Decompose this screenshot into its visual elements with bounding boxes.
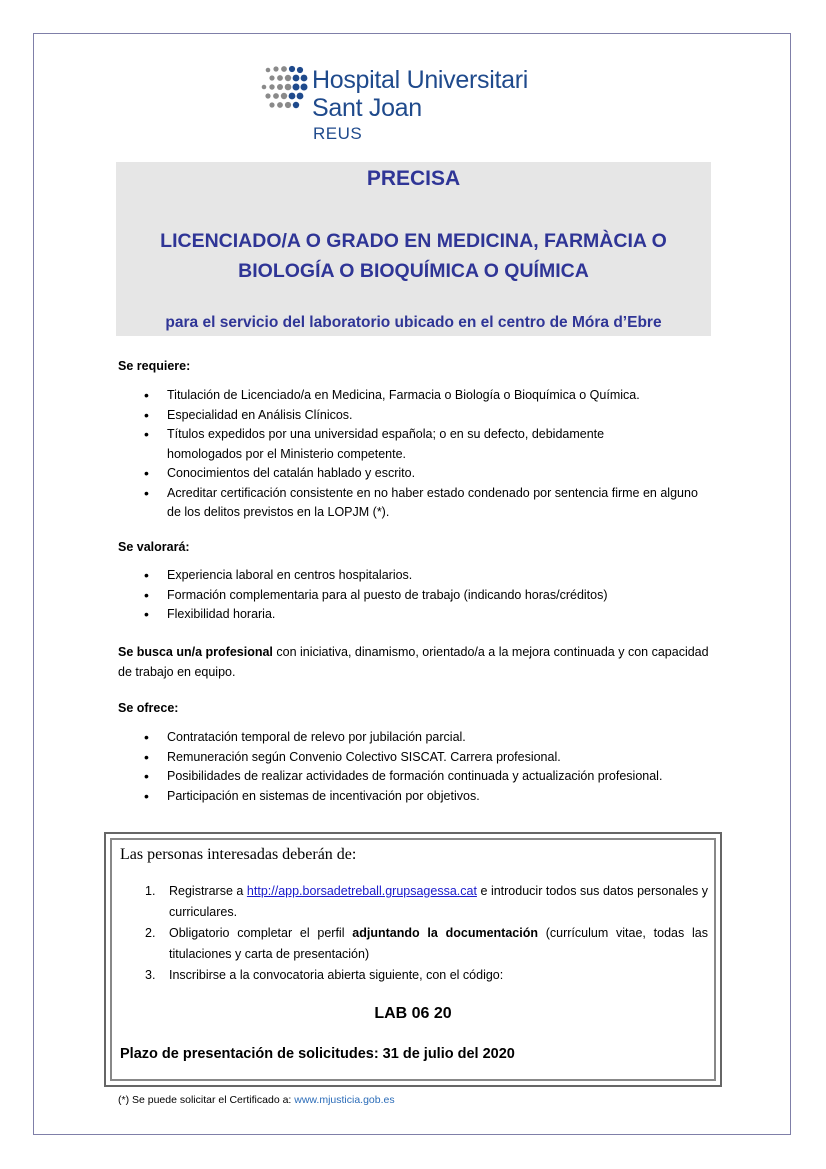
list-item: • Remuneración según Convenio Colectivo SISCAT. Carrera profesional. [118, 748, 710, 768]
section-ofrece-label: Se ofrece: [118, 701, 179, 715]
job-subtitle: para el servicio del laboratorio ubicado en el centro de Móra d’Ebre [165, 314, 662, 331]
step-item [120, 881, 708, 923]
logo-dots-icon [258, 64, 318, 114]
job-title [116, 226, 711, 286]
hospital-logo [258, 64, 588, 144]
deadline-text: Plazo de presentación de solicitudes: 31 de julio del 2020 [120, 1046, 515, 1062]
profesional-bold: Se busca un/a profesional [118, 645, 273, 659]
application-heading: Las personas interesadas deberán de: [120, 846, 357, 863]
step-number: 1. [145, 884, 156, 898]
list-item: • Contratación temporal de relevo por jubilación parcial. [118, 728, 710, 748]
list-item: • Posibilidades de realizar actividades de formación continuada y actualización profesional. [118, 767, 710, 787]
step-number: 3. [145, 968, 156, 982]
footnote-text: (*) Se puede solicitar el Certificado a: [118, 1094, 295, 1106]
logo-title-line2: Sant Joan [312, 94, 422, 122]
list-item: • Conocimientos del catalán hablado y escrito. [118, 464, 710, 484]
logo-city: REUS [313, 124, 363, 143]
step1-post: e introducir todos sus datos personales y curriculares. [169, 884, 708, 919]
list-item: • Formación complementaria para al puesto de trabajo (indicando horas/créditos) [118, 586, 710, 606]
valorara-list [118, 566, 710, 625]
step3-text: Inscribirse a la convocatoria abierta siguiente, con el código: [169, 968, 504, 982]
section-valorara-label: Se valorará: [118, 540, 190, 554]
list-item: • Experiencia laboral en centros hospitalarios. [118, 566, 710, 586]
profesional-paragraph [118, 643, 712, 682]
logo-title-line1: Hospital Universitari [312, 66, 528, 94]
job-title-line1: LICENCIADO/A O GRADO EN MEDICINA, FARMÀCIA O [160, 230, 667, 252]
step-item [120, 923, 708, 965]
list-item: • Especialidad en Análisis Clínicos. [118, 406, 710, 426]
step2-bold: adjuntando la documentación [352, 926, 538, 940]
step-item [120, 965, 708, 986]
list-item: • Flexibilidad horaria. [118, 605, 710, 625]
step1-pre: Registrarse a [169, 884, 247, 898]
list-item: • Títulos expedidos por una universidad española; o en su defecto, debidamente homologados por el Ministerio competente. [118, 425, 710, 464]
convocatoria-code: LAB 06 20 [374, 1005, 452, 1022]
application-steps [120, 881, 708, 986]
requiere-list [118, 386, 710, 523]
step2-post: (currículum vitae, todas las titulaciones y carta de presentación) [169, 926, 709, 961]
step2-pre: Obligatorio completar el perfil [169, 926, 353, 940]
profesional-rest: con iniciativa, dinamismo, orientado/a a la mejora continuada y con capacidad de trabajo en equipo. [118, 645, 709, 679]
section-requiere-label: Se requiere: [118, 359, 191, 373]
mjusticia-link[interactable]: www.mjusticia.gob.es [294, 1094, 395, 1106]
header-precisa: PRECISA [366, 167, 461, 190]
job-title-line2: BIOLOGÍA O BIOQUÍMICA O QUÍMICA [238, 260, 589, 282]
ofrece-list [118, 728, 710, 806]
list-item: • Participación en sistemas de incentivación por objetivos. [118, 787, 710, 807]
list-item: • Acreditar certificación consistente en no haber estado condenado por sentencia firme en alguno de los delitos previstos en la LOPJM (*). [118, 484, 710, 523]
step-number: 2. [145, 926, 156, 940]
list-item: • Titulación de Licenciado/a en Medicina, Farmacia o Biología o Bioquímica o Química. [118, 386, 710, 406]
borsa-treball-link[interactable]: http://app.borsadetreball.grupsagessa.cat [246, 884, 477, 898]
footnote [118, 1094, 395, 1106]
